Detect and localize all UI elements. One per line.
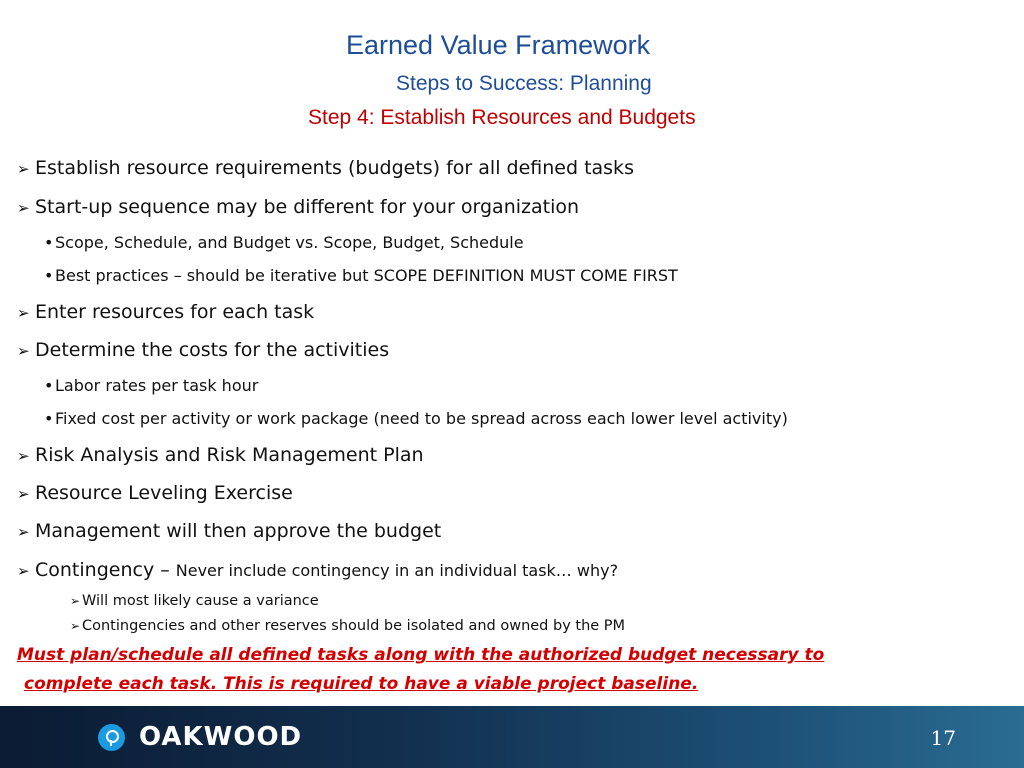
bullet-establish-requirements [17, 157, 634, 179]
arrow-bullet-icon: ➢ [17, 342, 30, 360]
oakwood-logo [98, 723, 302, 751]
slide-title-block [0, 0, 1024, 140]
dot-bullet-icon: • [44, 376, 54, 395]
subbullet-best-practices [44, 266, 678, 285]
bullet-text: Resource Leveling Exercise [35, 482, 293, 504]
page-number: 17 [930, 726, 956, 750]
bullet-lead-text: Contingency – [35, 559, 176, 581]
subbullet-text: Scope, Schedule, and Budget vs. Scope, Budget, Schedule [55, 233, 524, 252]
warning-line-2: complete each task. This is required to have a viable project baseline. [24, 674, 699, 694]
warning-line-1: Must plan/schedule all defined tasks along with the authorized budget necessary to [17, 645, 825, 665]
bullet-text: Management will then approve the budget [35, 520, 442, 542]
bullet-contingency [17, 559, 618, 581]
bullet-management-approve [17, 520, 441, 542]
subbullet-text: Will most likely cause a variance [82, 593, 319, 609]
arrow-bullet-icon: ➢ [17, 485, 30, 503]
arrow-bullet-icon: ➢ [70, 594, 81, 608]
arrow-bullet-icon: ➢ [17, 199, 30, 217]
bullet-risk-analysis [17, 444, 424, 466]
subbullet-text: Fixed cost per activity or work package (need to be spread across each lower level activity) [55, 409, 788, 428]
bullet-text: Never include contingency in an individual task… why? [175, 561, 619, 580]
bullet-startup-sequence [17, 196, 579, 218]
subbullet-text: Labor rates per task hour [55, 376, 259, 395]
bullet-text: Start-up sequence may be different for your organization [35, 196, 580, 218]
slide-subtitle: Steps to Success: Planning [396, 72, 652, 95]
subbullet-fixed-cost [44, 409, 788, 428]
bullet-determine-costs [17, 339, 389, 361]
dot-bullet-icon: • [44, 233, 54, 252]
logo-text: OAKWOOD [139, 722, 303, 752]
slide-title: Earned Value Framework [346, 30, 651, 60]
arrow-bullet-icon: ➢ [17, 447, 30, 465]
subbullet-scope-schedule-budget [44, 233, 524, 252]
subbullet-variance [70, 593, 319, 609]
subbullet-text: Contingencies and other reserves should be isolated and owned by the PM [82, 618, 626, 634]
subbullet-text: Best practices – should be iterative but SCOPE DEFINITION MUST COME FIRST [55, 266, 678, 285]
arrow-bullet-icon: ➢ [17, 523, 30, 541]
bullet-text: Enter resources for each task [35, 301, 315, 323]
oakwood-logo-icon [98, 724, 125, 751]
arrow-bullet-icon: ➢ [17, 160, 30, 178]
arrow-bullet-icon: ➢ [17, 562, 30, 580]
footer-bar [0, 706, 1024, 768]
subbullet-labor-rates [44, 376, 258, 395]
slide-step-heading: Step 4: Establish Resources and Budgets [308, 106, 696, 129]
bullet-text: Establish resource requirements (budgets) for all defined tasks [35, 157, 634, 179]
bullet-text: Determine the costs for the activities [35, 339, 390, 361]
dot-bullet-icon: • [44, 266, 54, 285]
arrow-bullet-icon: ➢ [70, 619, 81, 633]
dot-bullet-icon: • [44, 409, 54, 428]
arrow-bullet-icon: ➢ [17, 304, 30, 322]
bullet-enter-resources [17, 301, 314, 323]
subbullet-contingency-reserves [70, 618, 625, 634]
bullet-resource-leveling [17, 482, 293, 504]
bullet-text: Risk Analysis and Risk Management Plan [35, 444, 424, 466]
